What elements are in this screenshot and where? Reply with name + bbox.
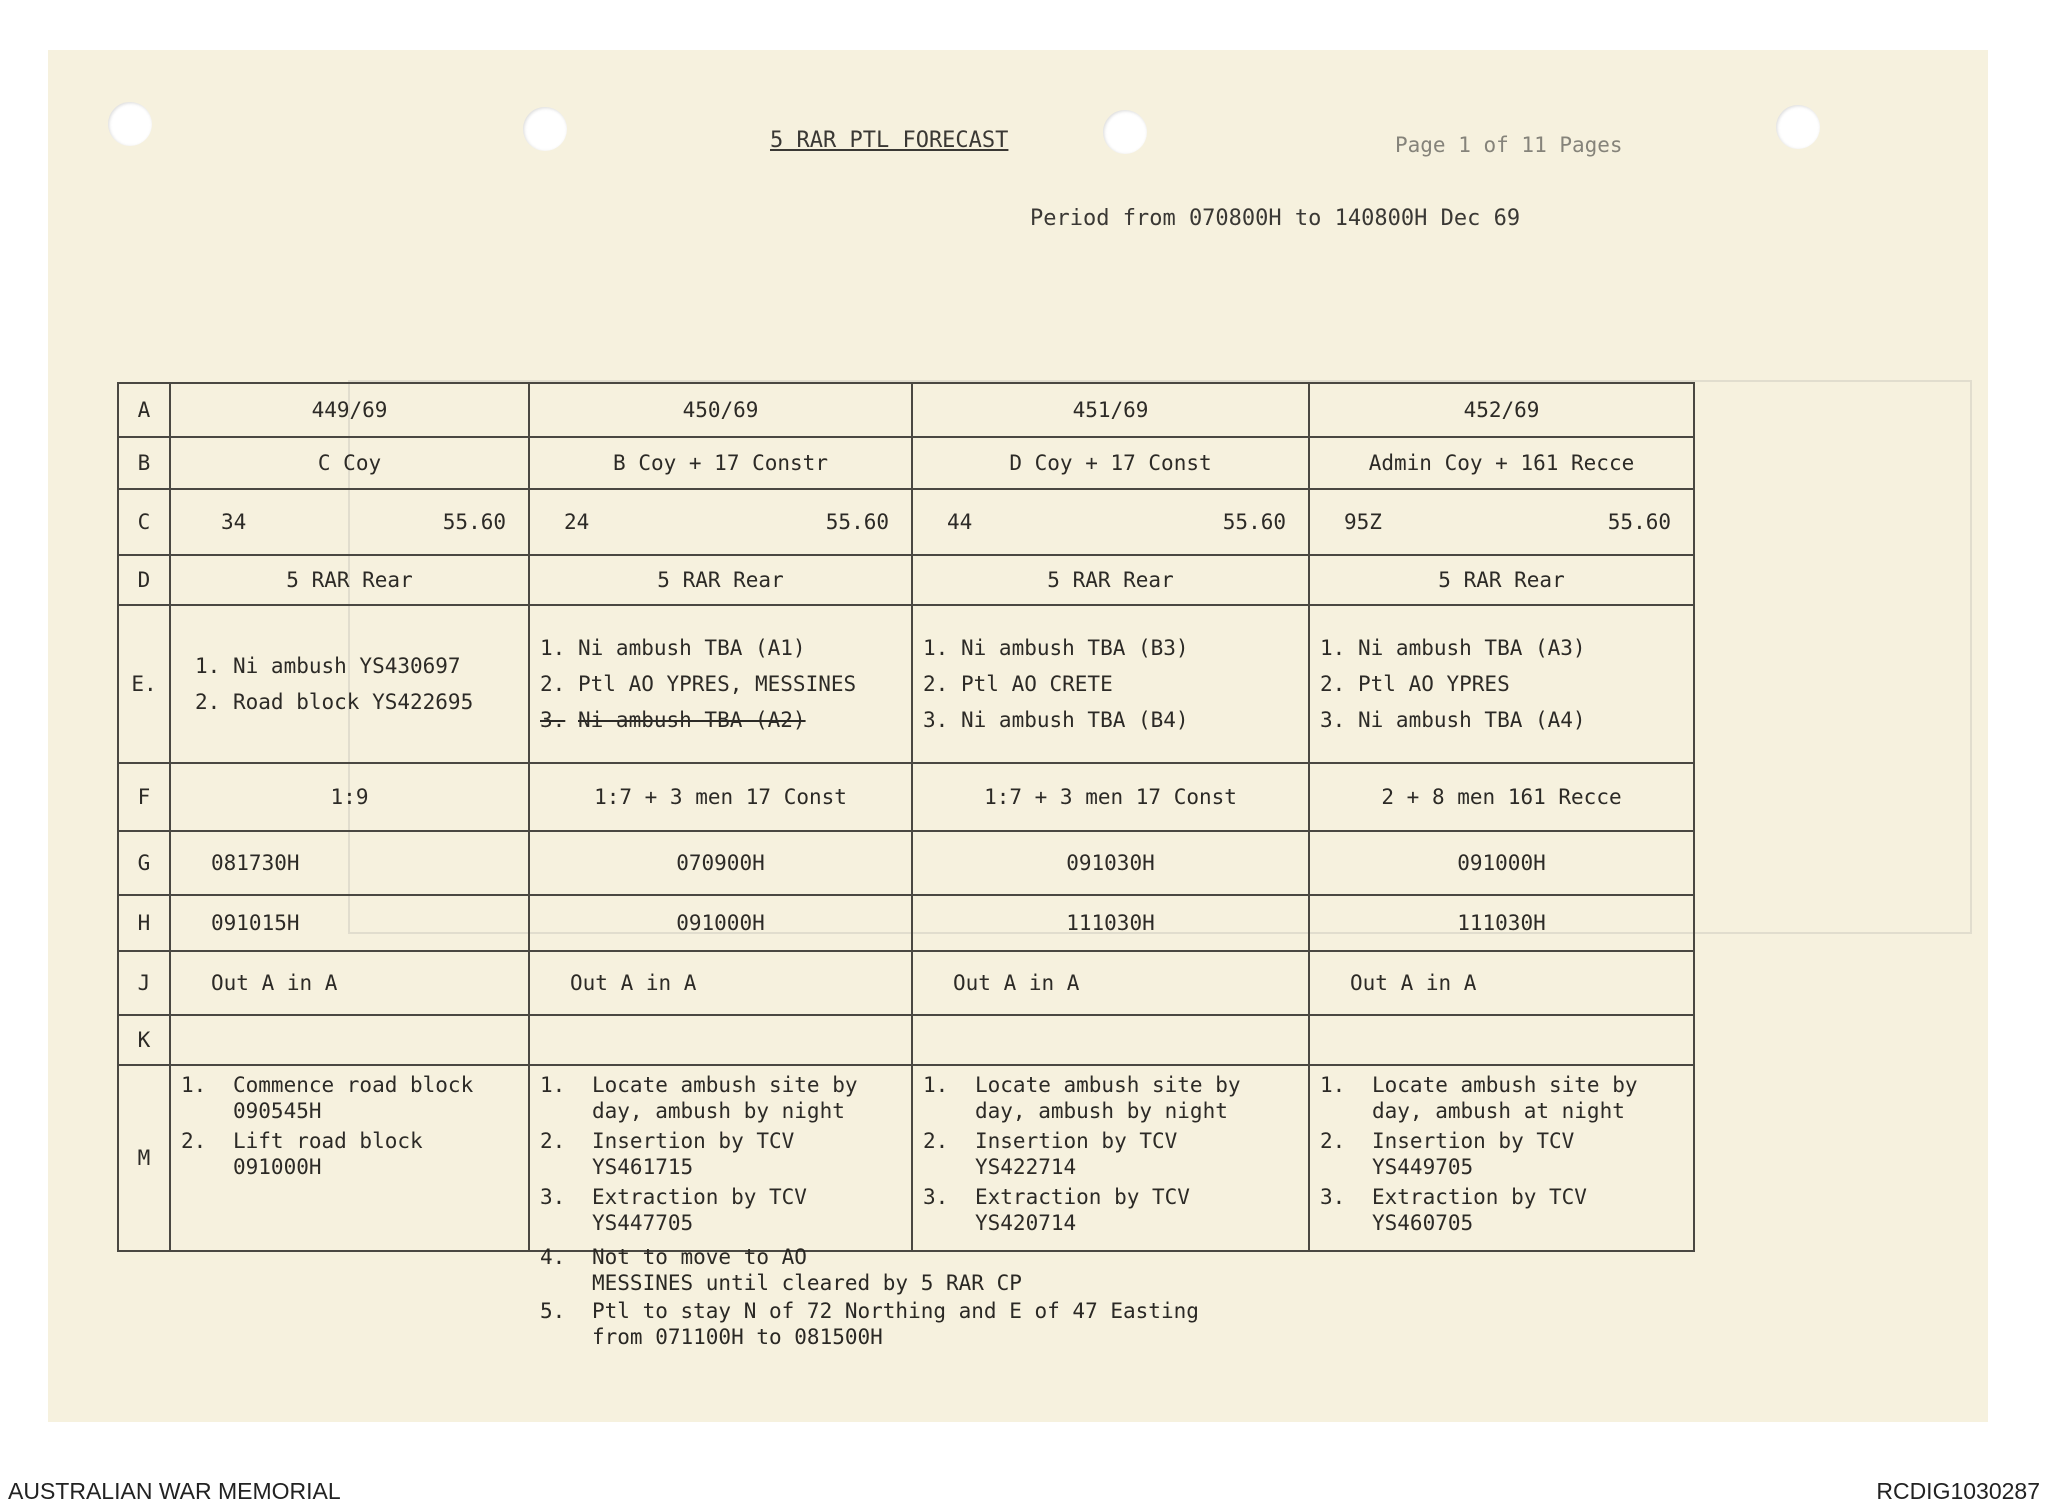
- task-number: 2.: [540, 672, 566, 696]
- note-text: Locate ambush site by day, ambush by night: [592, 1073, 858, 1123]
- task-item: [540, 672, 901, 696]
- task-text: Ni ambush TBA (A1): [578, 636, 806, 660]
- note-number: 3.: [923, 1185, 949, 1209]
- cell-h: 091015H: [170, 895, 529, 951]
- note-number: 1.: [540, 1073, 566, 1097]
- cell-c-grid: [1309, 489, 1694, 555]
- cell-e-tasks: [529, 605, 912, 763]
- note-text: Extraction by TCV YS447705: [592, 1185, 807, 1235]
- note-number: 2.: [1320, 1129, 1346, 1153]
- cell-e-tasks: [170, 605, 529, 763]
- row-m: [118, 1065, 1694, 1251]
- note-number: 5.: [540, 1299, 566, 1323]
- task-item: [1320, 708, 1683, 732]
- row-label: M: [118, 1065, 170, 1251]
- task-text: Ni ambush YS430697: [233, 654, 461, 678]
- cell-k-empty: [1309, 1015, 1694, 1065]
- task-text: Ni ambush TBA (A3): [1358, 636, 1586, 660]
- cell-j: Out A in A: [170, 951, 529, 1015]
- note-text: Locate ambush site by day, ambush at night: [1372, 1073, 1638, 1123]
- row-label: B: [118, 437, 170, 489]
- task-item: [1320, 636, 1683, 660]
- task-text: Road block YS422695: [233, 690, 474, 714]
- row-label: A: [118, 383, 170, 437]
- punch-hole: [523, 107, 567, 151]
- note-text: Locate ambush site by day, ambush by night: [975, 1073, 1241, 1123]
- punch-hole: [1776, 105, 1820, 149]
- cell-k-empty: [912, 1015, 1309, 1065]
- cell-h: 111030H: [912, 895, 1309, 951]
- task-text: Ptl AO YPRES, MESSINES: [578, 672, 857, 696]
- note-item: [923, 1184, 1298, 1236]
- cell-d: 5 RAR Rear: [529, 555, 912, 605]
- note-text: Ptl to stay N of 72 Northing and E of 47 Easting from 071100H to 081500H: [592, 1299, 1199, 1349]
- note-number: 3.: [1320, 1185, 1346, 1209]
- task-item: [923, 672, 1298, 696]
- note-number: 2.: [923, 1129, 949, 1153]
- row-label: D: [118, 555, 170, 605]
- c-left-value: 44: [947, 510, 973, 534]
- task-text: Ni ambush TBA (A4): [1358, 708, 1586, 732]
- row-label: J: [118, 951, 170, 1015]
- note-number: 2.: [181, 1129, 207, 1153]
- c-left-value: 95Z: [1344, 510, 1382, 534]
- cell-b: Admin Coy + 161 Recce: [1309, 437, 1694, 489]
- cell-k-empty: [529, 1015, 912, 1065]
- cell-g: 091030H: [912, 831, 1309, 895]
- note-item: [1320, 1072, 1683, 1124]
- punch-hole: [108, 102, 152, 146]
- footer-record-id: RCDIG1030287: [1876, 1478, 2040, 1504]
- cell-j: Out A in A: [912, 951, 1309, 1015]
- overflow-notes: [540, 1244, 1199, 1350]
- note-text: Insertion by TCV YS461715: [592, 1129, 795, 1179]
- task-item: [923, 636, 1298, 660]
- task-item: [195, 654, 518, 678]
- note-number: 1.: [1320, 1073, 1346, 1097]
- note-number: 2.: [540, 1129, 566, 1153]
- cell-g: 081730H: [170, 831, 529, 895]
- task-number: 1.: [195, 654, 221, 678]
- task-number: 3.: [1320, 708, 1346, 732]
- note-item: [540, 1244, 1199, 1296]
- cell-m-notes: [529, 1065, 912, 1251]
- task-number: 1.: [1320, 636, 1346, 660]
- row-label: H: [118, 895, 170, 951]
- note-text: Insertion by TCV YS449705: [1372, 1129, 1575, 1179]
- cell-a: 452/69: [1309, 383, 1694, 437]
- cell-d: 5 RAR Rear: [1309, 555, 1694, 605]
- task-text: Ptl AO YPRES: [1358, 672, 1510, 696]
- c-right-value: 55.60: [825, 510, 889, 534]
- task-number: 2.: [923, 672, 949, 696]
- footer-archive-name: AUSTRALIAN WAR MEMORIAL: [8, 1478, 341, 1504]
- task-number: 2.: [1320, 672, 1346, 696]
- cell-f: 1:7 + 3 men 17 Const: [529, 763, 912, 831]
- note-item: [540, 1298, 1199, 1350]
- note-item: [181, 1072, 518, 1124]
- row-c: [118, 489, 1694, 555]
- cell-d: 5 RAR Rear: [170, 555, 529, 605]
- note-number: 1.: [923, 1073, 949, 1097]
- cell-e-tasks: [912, 605, 1309, 763]
- c-right-value: 55.60: [1607, 510, 1671, 534]
- note-text: Extraction by TCV YS460705: [1372, 1185, 1587, 1235]
- row-g: [118, 831, 1694, 895]
- cell-a: 449/69: [170, 383, 529, 437]
- task-item: [923, 708, 1298, 732]
- row-label: C: [118, 489, 170, 555]
- note-item: [923, 1128, 1298, 1180]
- cell-c-grid: [170, 489, 529, 555]
- cell-c-grid: [529, 489, 912, 555]
- row-k: [118, 1015, 1694, 1065]
- task-item: [1320, 672, 1683, 696]
- cell-j: Out A in A: [529, 951, 912, 1015]
- cell-m-notes: [912, 1065, 1309, 1251]
- row-b: [118, 437, 1694, 489]
- note-item: [1320, 1184, 1683, 1236]
- c-left-value: 24: [564, 510, 590, 534]
- cell-j: Out A in A: [1309, 951, 1694, 1015]
- c-right-value: 55.60: [442, 510, 506, 534]
- cell-f: 1:9: [170, 763, 529, 831]
- task-number: 3.: [540, 708, 566, 732]
- task-number: 1.: [923, 636, 949, 660]
- cell-d: 5 RAR Rear: [912, 555, 1309, 605]
- task-item: [540, 636, 901, 660]
- note-text: Not to move to AO MESSINES until cleared by 5 RAR CP: [592, 1245, 1022, 1295]
- cell-m-notes: [170, 1065, 529, 1251]
- note-text: Lift road block 091000H: [233, 1129, 423, 1179]
- note-item: [181, 1128, 518, 1180]
- note-number: 1.: [181, 1073, 207, 1097]
- cell-f: 2 + 8 men 161 Recce: [1309, 763, 1694, 831]
- cell-a: 450/69: [529, 383, 912, 437]
- task-text: Ni ambush TBA (A2): [578, 708, 806, 732]
- row-label: K: [118, 1015, 170, 1065]
- row-label: G: [118, 831, 170, 895]
- cell-b: C Coy: [170, 437, 529, 489]
- task-item: [195, 690, 518, 714]
- note-number: 4.: [540, 1245, 566, 1269]
- cell-h: 111030H: [1309, 895, 1694, 951]
- period-line: Period from 070800H to 140800H Dec 69: [1030, 206, 1521, 231]
- row-d: [118, 555, 1694, 605]
- note-item: [540, 1184, 901, 1236]
- cell-g: 091000H: [1309, 831, 1694, 895]
- row-a: [118, 383, 1694, 437]
- cell-e-tasks: [1309, 605, 1694, 763]
- c-left-value: 34: [221, 510, 247, 534]
- row-f: [118, 763, 1694, 831]
- patrol-forecast-table: [117, 382, 1695, 1252]
- cell-k-empty: [170, 1015, 529, 1065]
- task-number: 2.: [195, 690, 221, 714]
- note-text: Insertion by TCV YS422714: [975, 1129, 1178, 1179]
- note-text: Commence road block 090545H: [233, 1073, 474, 1123]
- cell-a: 451/69: [912, 383, 1309, 437]
- task-text: Ptl AO CRETE: [961, 672, 1113, 696]
- cell-f: 1:7 + 3 men 17 Const: [912, 763, 1309, 831]
- row-label: E.: [118, 605, 170, 763]
- cell-b: D Coy + 17 Const: [912, 437, 1309, 489]
- note-item: [1320, 1128, 1683, 1180]
- row-e: [118, 605, 1694, 763]
- note-number: 3.: [540, 1185, 566, 1209]
- c-right-value: 55.60: [1222, 510, 1286, 534]
- task-item: [540, 708, 901, 732]
- punch-hole: [1103, 110, 1147, 154]
- task-text: Ni ambush TBA (B4): [961, 708, 1189, 732]
- document-title: 5 RAR PTL FORECAST: [770, 128, 1009, 153]
- cell-h: 091000H: [529, 895, 912, 951]
- note-text: Extraction by TCV YS420714: [975, 1185, 1190, 1235]
- note-item: [923, 1072, 1298, 1124]
- row-label: F: [118, 763, 170, 831]
- task-number: 3.: [923, 708, 949, 732]
- note-item: [540, 1128, 901, 1180]
- cell-c-grid: [912, 489, 1309, 555]
- task-text: Ni ambush TBA (B3): [961, 636, 1189, 660]
- task-number: 1.: [540, 636, 566, 660]
- cell-g: 070900H: [529, 831, 912, 895]
- cell-b: B Coy + 17 Constr: [529, 437, 912, 489]
- row-h: [118, 895, 1694, 951]
- row-j: [118, 951, 1694, 1015]
- cell-m-notes: [1309, 1065, 1694, 1251]
- note-item: [540, 1072, 901, 1124]
- page-info: Page 1 of 11 Pages: [1395, 133, 1623, 157]
